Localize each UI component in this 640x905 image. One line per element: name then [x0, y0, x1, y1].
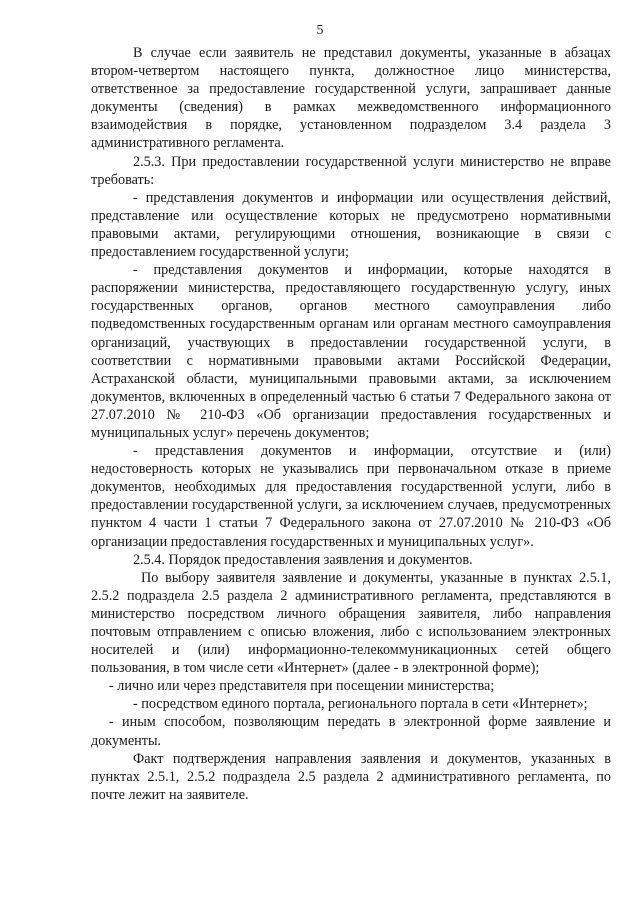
paragraph: Факт подтверждения направления заявления и документов, указанных в пунктах 2.5.1, 2.5.2 подраздела 2.5 раздела 2 административного регламента, по почте лежит на заявителе.: [91, 750, 611, 803]
list-item: - представления документов и информации или осуществления действий, представление или осуществление которых не предусмотрено нормативными правовыми актами, регулирующими отношения, возникающие в связи с предоставлением государственной услуги;: [91, 189, 611, 261]
list-item: - иным способом, позволяющим передать в электронной форме заявление и документы.: [91, 714, 611, 749]
paragraph: По выбору заявителя заявление и документы, указанные в пунктах 2.5.1, 2.5.2 подраздела 2.5 раздела 2 административного регламента, представляются в министерство посредством личного обращения заявителя, либо направления почтовым отправлением с описью вложения, либо с использованием электронных носителей и (или) информационно-телекоммуникационных сетей общего пользования, в том числе сети «Интернет» (далее - в электронной форме);: [91, 569, 611, 677]
paragraph: 2.5.3. При предоставлении государственной услуги министерство не вправе требовать:: [91, 153, 611, 188]
list-item: - посредством единого портала, регионального портала в сети «Интернет»;: [133, 696, 588, 713]
document-body: [91, 44, 611, 804]
paragraph: 2.5.4. Порядок предоставления заявления и документов.: [133, 551, 473, 568]
page-number: 5: [316, 23, 324, 38]
paragraph: В случае если заявитель не представил документы, указанные в абзацах втором-четвертом настоящего пункта, должностное лицо министерства, ответственное за предоставление государственной услуги, запрашивает данные документы (сведения) в рамках межведомственного информационного взаимодействия в порядке, установленном подразделом 3.4 раздела 3 административного регламента.: [91, 45, 611, 152]
list-item: - представления документов и информации, отсутствие и (или) недостоверность которых не указывались при первоначальном отказе в приеме документов, необходимых для предоставления государственной услуги, либо в предоставлении государственной услуги, за исключением случаев, предусмотренных пунктом 4 части 1 статьи 7 Федерального закона от 27.07.2010 № 210-ФЗ «Об организации предоставления государственных и муниципальных услуг».: [91, 443, 611, 550]
list-item: - представления документов и информации, которые находятся в распоряжении министерства, предоставляющего государственную услугу, иных государственных органов, органов местного самоуправления либо подведомственных государственным органам или органам местного самоуправления организаций, участвующих в предоставлении государственной услуги, в соответствии с нормативными правовыми актами Российской Федерации, Астраханской области, муниципальными правовыми актами, за исключением документов, включенных в определенный частью 6 статьи 7 Федерального закона от 27.07.2010 № 210-ФЗ «Об организации предоставления государственных и муниципальных услуг» перечень документов;: [91, 262, 611, 441]
list-item: - лично или через представителя при посещении министерства;: [109, 678, 495, 695]
